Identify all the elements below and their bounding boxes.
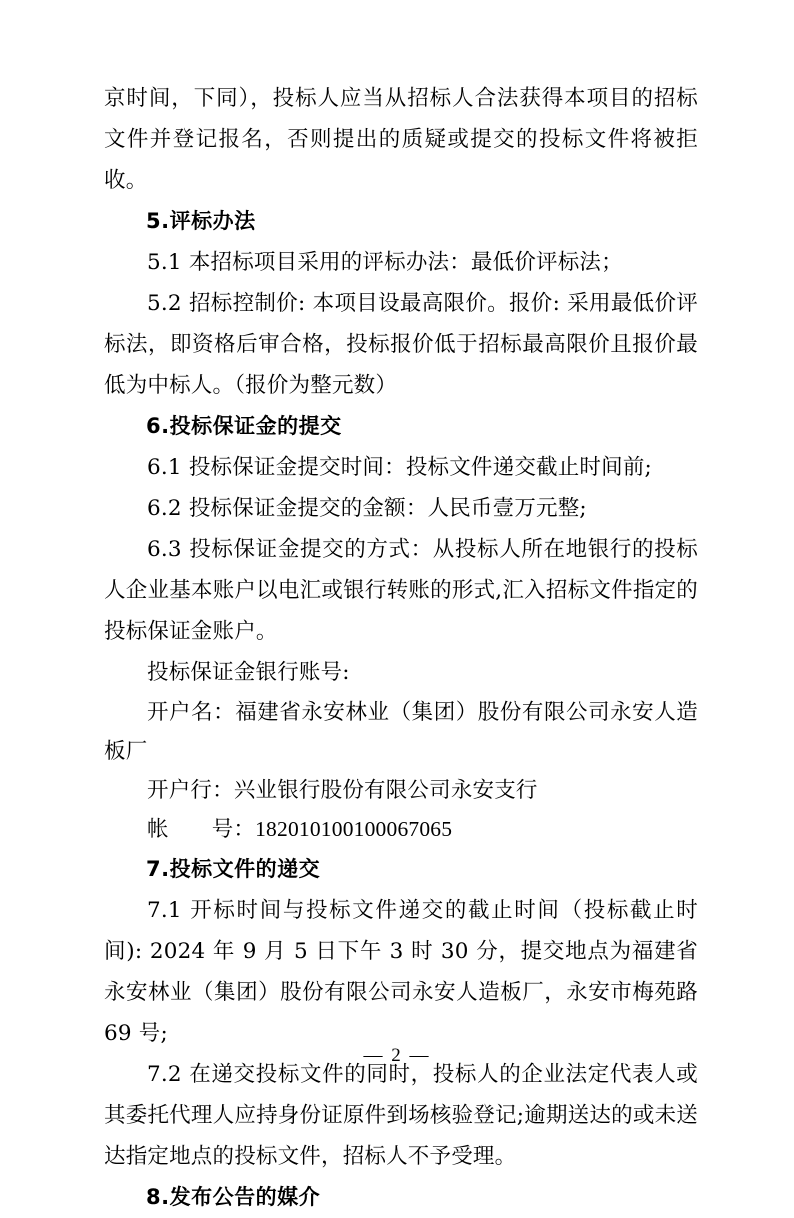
paragraph: 投标保证金银行账号:	[147, 660, 350, 685]
bank-field-label-suffix: 号：	[211, 817, 256, 842]
paragraph: 6.3 投标保证金提交的方式：从投标人所在地银行的投标人企业基本账户以电汇或银行转账的形式,汇入招标文件指定的投标保证金账户。	[104, 537, 698, 644]
bank-field-value: 福建省永安林业（集团）股份有限公司永安人造板厂	[104, 700, 698, 764]
section-heading: 8.发布公告的媒介	[146, 1185, 321, 1209]
section-heading: 5.评标办法	[146, 209, 256, 233]
paragraph: 5.1 本招标项目采用的评标办法：最低价评标法；	[147, 250, 623, 275]
section-heading: 6.投标保证金的提交	[146, 414, 342, 438]
paragraph: 7.1 开标时间与投标文件递交的截止时间（投标截止时间): 2024 年 9 月 5 日下午 3 时 30 分，提交地点为福建省永安林业（集团）股份有限公司永安人造板厂，永安市梅苑路 69 号;	[104, 898, 698, 1046]
bank-field-label: 帐	[147, 817, 169, 842]
bank-field-value: 兴业银行股份有限公司永安支行	[233, 778, 538, 803]
bank-field-label: 开户名：	[147, 700, 236, 725]
paragraph: 5.2 招标控制价: 本项目设最高限价。报价: 采用最低价评标法，即资格后审合格，投标报价低于招标最高限价且报价最低为中标人。（报价为整元数）	[104, 291, 698, 398]
paragraph: 6.1 投标保证金提交时间：投标文件递交截止时间前;	[147, 455, 652, 480]
paragraph: 京时间，下同），投标人应当从招标人合法获得本项目的招标文件并登记报名，否则提出的质疑或提交的投标文件将被拒收。	[104, 86, 698, 193]
bank-account-line	[104, 693, 698, 771]
bank-account-line	[104, 810, 698, 849]
page-footer: — 2 —	[363, 1045, 431, 1066]
section-heading: 7.投标文件的递交	[146, 857, 321, 881]
bank-account-number: 182010100100067065	[255, 817, 453, 841]
paragraph: 6.2 投标保证金提交的金额：人民币壹万元整;	[147, 496, 587, 521]
paragraph: 7.2 在递交投标文件的同时，投标人的企业法定代表人或其委托代理人应持身份证原件到场核验登记;逾期送达的或未送达指定地点的投标文件，招标人不予受理。	[104, 1062, 698, 1169]
bank-field-label: 开户行：	[147, 778, 234, 803]
bank-account-line	[104, 771, 698, 810]
